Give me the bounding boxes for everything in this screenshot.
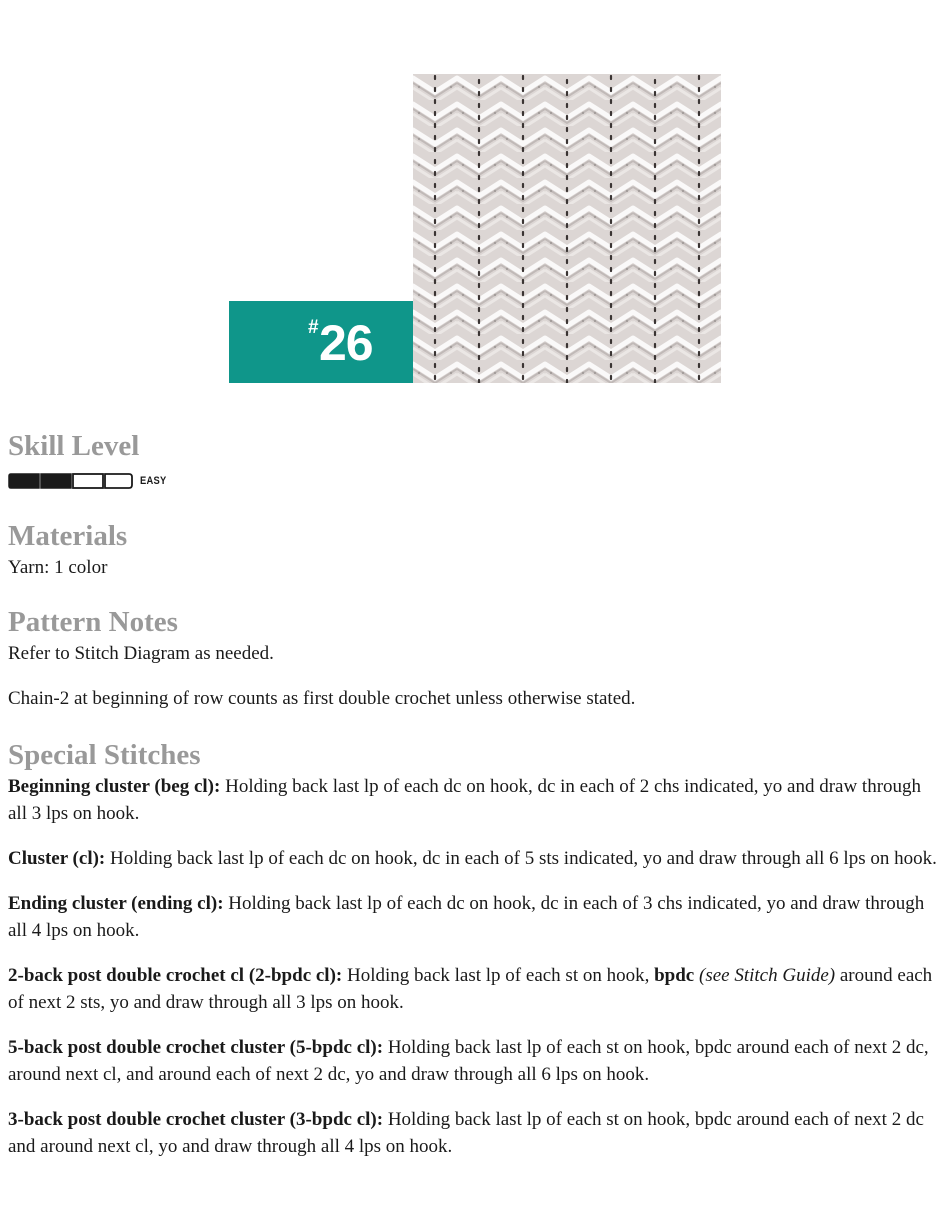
stitch-term: Ending cluster (ending cl): <box>8 893 224 914</box>
pattern-number-badge <box>229 301 413 383</box>
materials-item: Yarn: 1 color <box>8 557 108 578</box>
pattern-content <box>8 428 944 1160</box>
pattern-notes-heading: Pattern Notes <box>8 606 178 638</box>
skill-level-meter <box>8 464 944 498</box>
skill-segment-4 <box>105 474 132 488</box>
stitch-description: Holding back last lp of each st on hook, bpdc around each of next 2 dc, around next cl, and around each of next 2 dc, yo and draw through all 6 lps on hook. <box>8 1037 929 1085</box>
stitch-term: Cluster (cl): <box>8 848 106 869</box>
stitch-term: 5-back post double crochet cluster (5-bpdc cl): <box>8 1037 384 1058</box>
stitch-definition <box>8 890 944 944</box>
materials-section <box>8 518 944 581</box>
stitch-description: Holding back last lp of each st on hook, <box>342 965 655 986</box>
stitch-term: 3-back post double crochet cluster (3-bpdc cl): <box>8 1109 384 1130</box>
badge-number: 26 <box>319 315 373 371</box>
stitch-abbreviation: bpdc <box>654 965 695 986</box>
swatch-image <box>413 74 721 383</box>
skill-level-label: EASY <box>140 475 167 487</box>
materials-heading: Materials <box>8 520 128 552</box>
special-stitches-section <box>8 737 944 1160</box>
pattern-hero <box>229 74 721 383</box>
stitch-definition <box>8 845 944 872</box>
badge-hash: # <box>308 317 319 338</box>
stitch-term: 2-back post double crochet cl (2-bpdc cl): <box>8 965 343 986</box>
stitch-definition <box>8 1034 944 1088</box>
stitch-definition <box>8 1106 944 1160</box>
stitch-definition <box>8 962 944 1016</box>
stitch-description: Holding back last lp of each dc on hook, dc in each of 2 chs indicated, yo and draw through all 3 lps on hook. <box>8 776 922 824</box>
skill-level-section <box>8 428 944 498</box>
skill-level-bar-icon <box>8 472 134 490</box>
pattern-notes-section <box>8 604 944 712</box>
stitch-description: Holding back last lp of each dc on hook, dc in each of 3 chs indicated, yo and draw through all 4 lps on hook. <box>8 893 925 941</box>
stitch-description: Holding back last lp of each st on hook, bpdc around each of next 2 dc and around next cl, yo and draw through all 4 lps on hook. <box>8 1109 924 1157</box>
stitch-description: Holding back last lp of each dc on hook, dc in each of 5 sts indicated, yo and draw through all 6 lps on hook. <box>105 848 937 869</box>
stitch-description: around each of next 2 sts, yo and draw through all 3 lps on hook. <box>8 965 933 1013</box>
special-stitches-heading: Special Stitches <box>8 739 201 771</box>
pattern-note: Chain-2 at beginning of row counts as first double crochet unless otherwise stated. <box>8 688 636 709</box>
skill-level-heading: Skill Level <box>8 430 140 462</box>
stitch-definition <box>8 773 944 827</box>
skill-segment-1 <box>9 474 39 488</box>
skill-segment-3 <box>73 474 103 488</box>
stitch-term: Beginning cluster (beg cl): <box>8 776 221 797</box>
pattern-note: Refer to Stitch Diagram as needed. <box>8 643 274 664</box>
skill-segment-2 <box>41 474 71 488</box>
stitch-guide-reference: (see Stitch Guide) <box>694 965 836 986</box>
